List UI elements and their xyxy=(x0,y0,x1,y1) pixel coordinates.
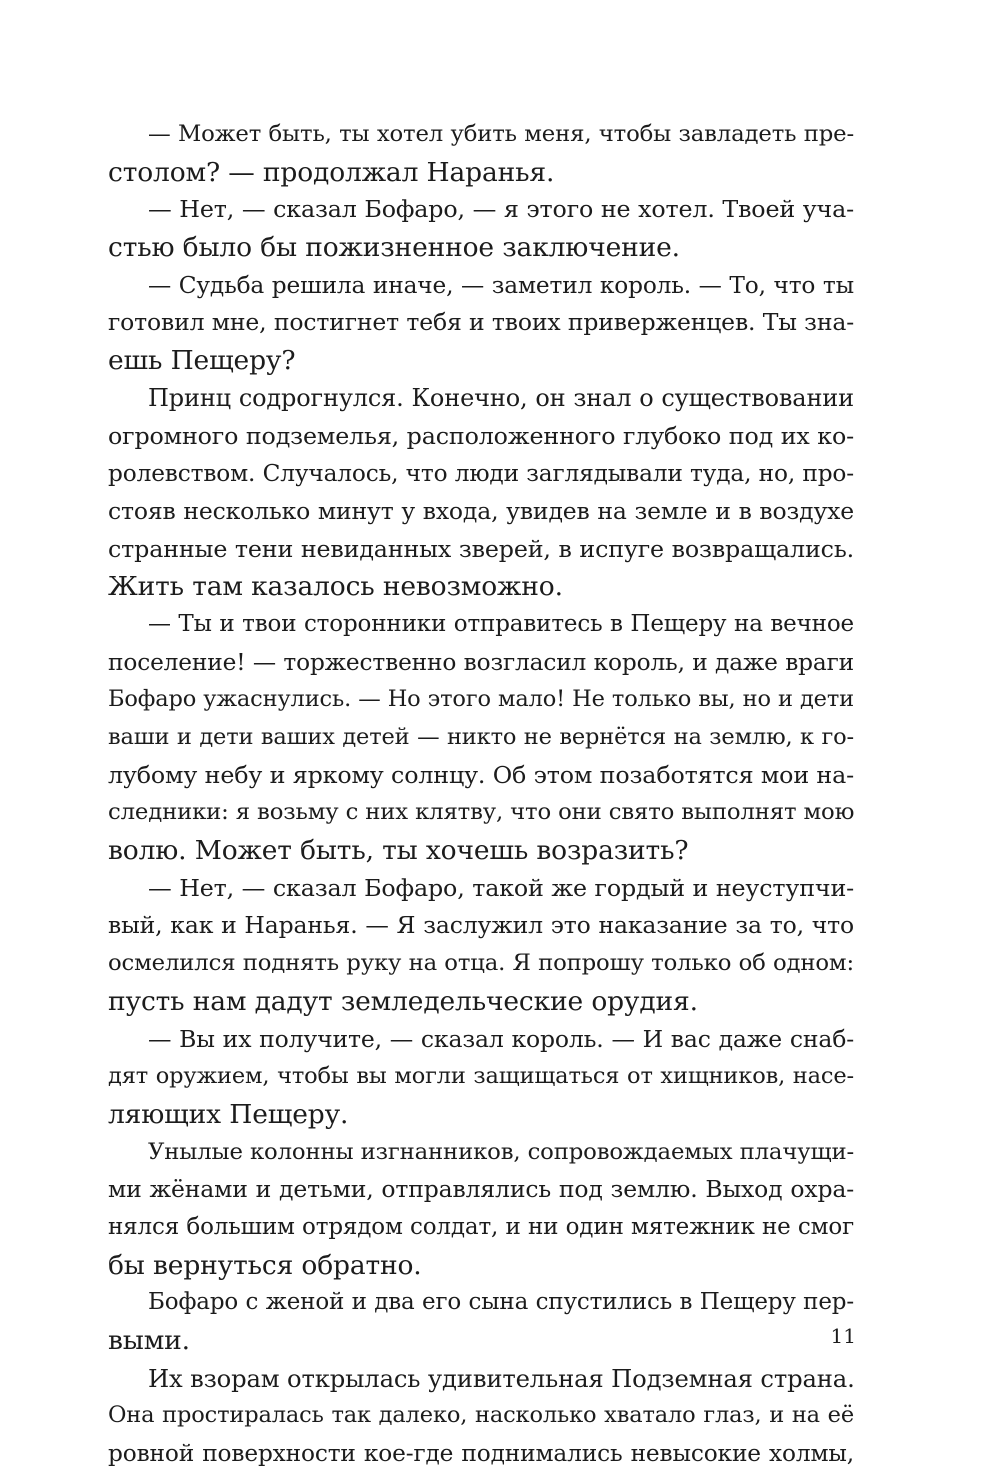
text-line: странные тени невиданных зверей, в испуге возвращались. xyxy=(108,534,854,563)
text-line: Принц содрогнулся. Конечно, он знал о существовании xyxy=(148,383,854,412)
text-line: Бофаро ужаснулись. — Но этого мало! Не только вы, но и дети xyxy=(108,686,854,713)
text-line: нялся большим отрядом солдат, и ни один мятежник не смог xyxy=(108,1213,854,1240)
text-line: Их взорам открылась удивительная Подземная страна. xyxy=(148,1363,855,1393)
text-line: ролевством. Случалось, что люди заглядывали туда, но, про- xyxy=(108,460,854,488)
body-text xyxy=(108,116,854,1473)
page-number: 11 xyxy=(830,1324,856,1348)
text-line: волю. Может быть, ты хочешь возразить? xyxy=(108,835,689,867)
text-line: пусть нам дадут земледельческие орудия. xyxy=(108,985,698,1017)
text-line: ми жёнами и детьми, отправлялись под землю. Выход охра- xyxy=(108,1175,854,1204)
text-line: ровной поверхности кое-где поднимались невысокие холмы, xyxy=(108,1440,854,1468)
text-line: ешь Пещеру? xyxy=(108,345,296,377)
text-line: выми. xyxy=(108,1325,190,1356)
text-line: готовил мне, постигнет тебя и твоих приверженцев. Ты зна- xyxy=(108,308,854,337)
text-line: — Вы их получите, — сказал король. — И вас даже снаб- xyxy=(148,1024,854,1053)
text-line: столом? — продолжал Наранья. xyxy=(108,156,555,188)
text-line: ляющих Пещеру. xyxy=(108,1098,349,1130)
text-line: Жить там казалось невозможно. xyxy=(108,571,563,603)
text-line: — Может быть, ты хотел убить меня, чтобы завладеть пре- xyxy=(148,121,854,147)
text-line: — Нет, — сказал Бофаро, — я этого не хотел. Твоей уча- xyxy=(148,195,854,224)
text-line: — Судьба решила иначе, — заметил король. — То, что ты xyxy=(148,271,854,299)
text-line: бы вернуться обратно. xyxy=(108,1249,422,1281)
text-line: Унылые колонны изгнанников, сопровождаемых плачущи- xyxy=(148,1138,854,1165)
text-line: огромного подземелья, расположенного глубоко под их ко- xyxy=(108,421,854,450)
text-line: Она простиралась так далеко, насколько хватало глаз, и на её xyxy=(108,1402,854,1429)
text-line: поселение! — торжественно возгласил король, и даже враги xyxy=(108,648,854,676)
text-line: — Ты и твои сторонники отправитесь в Пещеру на вечное xyxy=(148,610,854,637)
text-line: Бофаро с женой и два его сына спустились в Пещеру пер- xyxy=(148,1289,854,1316)
text-line: лубому небу и яркому солнцу. Об этом позаботятся мои на- xyxy=(108,760,854,789)
text-line: — Нет, — сказал Бофаро, такой же гордый и неуступчи- xyxy=(148,873,854,902)
text-line: ваши и дети ваших детей — никто не вернётся на землю, к го- xyxy=(108,724,854,750)
text-line: вый, как и Наранья. — Я заслужил это наказание за то, что xyxy=(108,911,854,940)
text-line: дят оружием, чтобы вы могли защищаться от хищников, насе- xyxy=(108,1063,854,1090)
text-line: осмелился поднять руку на отца. Я попрошу только об одном: xyxy=(108,950,854,977)
text-line: стью было бы пожизненное заключение. xyxy=(108,232,680,264)
text-line: следники: я возьму с них клятву, что они свято выполнят мою xyxy=(108,799,855,826)
text-line: стояв несколько минут у входа, увидев на земле и в воздухе xyxy=(108,496,854,525)
